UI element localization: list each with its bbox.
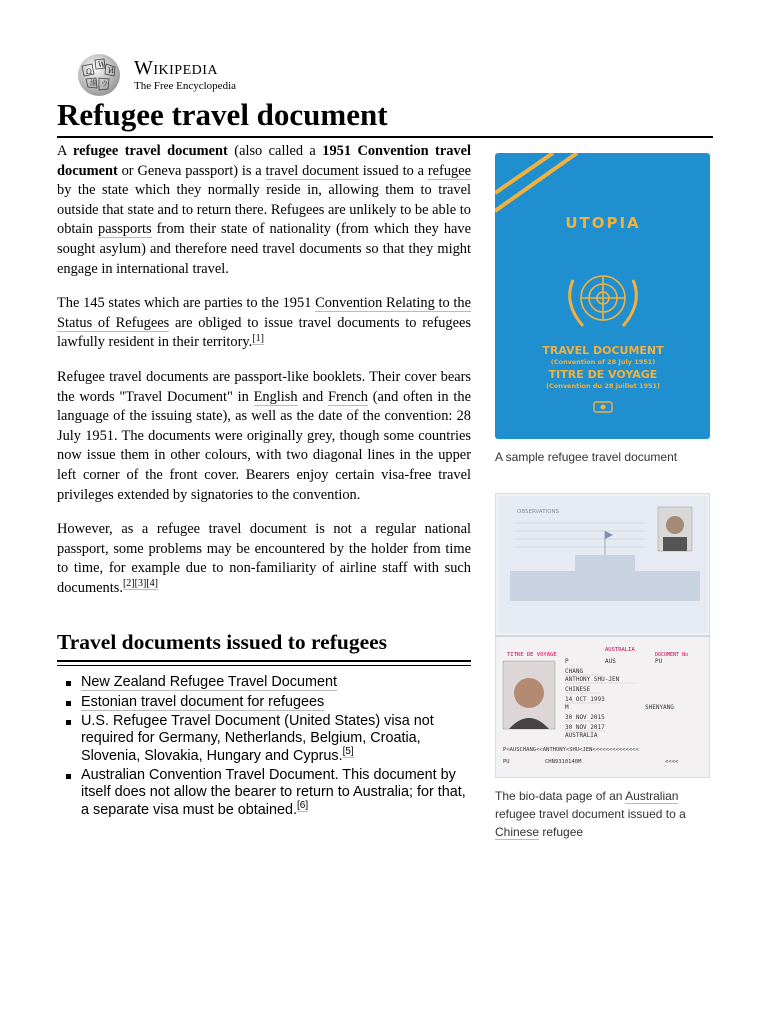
bio-mrz-line2b: CHN9310140M: [545, 759, 582, 765]
link-australian[interactable]: Australian: [625, 789, 679, 803]
cover-country: UTOPIA: [565, 214, 641, 232]
link-travel-document[interactable]: travel document: [265, 162, 359, 179]
page-title: Refugee travel document: [57, 96, 713, 138]
link-english[interactable]: English: [253, 388, 298, 405]
paragraph-convention: The 145 states which are parties to the 1951 Convention Relating to the Status of Refugees are obliged to issue travel documents to refugees lawfully resident in their territory.[1]: [57, 295, 471, 351]
link-refugee-convention[interactable]: Convention Relating to the Status of Refugees: [57, 295, 471, 331]
cover-conv-fr: (Convention du 28 juillet 1951): [545, 382, 661, 390]
link-estonian-document[interactable]: Estonian travel document for refugees: [81, 693, 325, 710]
svg-text:W: W: [98, 61, 106, 69]
link-nz-document[interactable]: New Zealand Refugee Travel Document: [81, 674, 337, 691]
wikipedia-logo[interactable]: [74, 52, 236, 98]
site-title: Wikipedia: [134, 57, 219, 79]
bio-header-left: TITRE DE VOYAGE: [507, 652, 557, 658]
svg-text:И: И: [108, 67, 115, 75]
link-chinese[interactable]: Chinese: [495, 825, 540, 839]
ref-3[interactable]: [3]: [134, 578, 147, 590]
section-divider: [57, 662, 471, 666]
list-item: [81, 674, 471, 691]
list-item: Australian Convention Travel Document. This document by itself does not allow the bearer to return to Australia; for that, a separate visa must be obtained.[6]: [81, 767, 471, 819]
bio-given: ANTHONY SHU-JEN: [565, 676, 620, 683]
link-french[interactable]: French: [327, 388, 368, 405]
ref-1[interactable]: [1]: [252, 332, 264, 344]
site-tagline: The Free Encyclopedia: [134, 80, 237, 92]
bio-issued: 30 NOV 2015: [565, 714, 605, 721]
list-item: U.S. Refugee Travel Document (United States) visa not required for Germany, Netherlands, Belgium, Croatia, Slovenia, Slovakia, Hungary and Cyprus.[5]: [81, 713, 471, 765]
bio-pob: SHENYANG: [645, 704, 674, 711]
list-item: [81, 694, 471, 711]
figure-sample-cover: [495, 153, 710, 466]
wikipedia-globe-icon: [74, 52, 124, 98]
paragraph-booklets: Refugee travel documents are passport-like booklets. Their cover bears the words "Travel Document" in English and French (and often in the language of the issuing state), as well as the date of the convention: 28 July 1951. The documents were originally grey, though some countries now issue them in other colours, with two diagonal lines in the upper left corner of the front cover. Bearers enjoy certain visa-free travel privileges extended by signatories to the convention.: [57, 368, 471, 503]
bio-header-mid: AUSTRALIA: [605, 647, 635, 653]
biodata-page-image[interactable]: [495, 493, 710, 778]
observations-label: OBSERVATIONS: [517, 509, 560, 515]
ref-4[interactable]: [4]: [146, 578, 158, 590]
bio-mrz-line2a: PU: [503, 759, 510, 765]
svg-text:ウ: ウ: [101, 80, 108, 88]
figure-biodata-page: [495, 493, 710, 841]
bio-mrz-line1: P<AUSCHANG<<ANTHONY<SHU<JEN<<<<<<<<<<<<<<: [503, 747, 639, 753]
bio-mrz-line2c: <<<<: [665, 759, 679, 765]
ref-6[interactable]: [6]: [297, 799, 309, 811]
documents-list: [57, 674, 471, 818]
figure-biodata-caption: The bio-data page of an Australian refugee travel document issued to a Chinese refugee: [495, 789, 686, 839]
bio-type: P: [565, 658, 569, 665]
ref-5[interactable]: [5]: [342, 745, 354, 757]
bio-docno: PU: [655, 658, 663, 665]
bio-header-right: DOCUMENT No: [655, 652, 689, 658]
bio-authority: AUSTRALIA: [565, 732, 598, 739]
bio-sex: M: [565, 704, 569, 711]
svg-text:維: 維: [90, 79, 97, 87]
section-heading: Travel documents issued to refugees: [57, 628, 471, 662]
article-body: [57, 142, 471, 821]
bio-code: AUS: [605, 658, 616, 665]
sample-cover-image[interactable]: [495, 153, 710, 439]
svg-text:Ω: Ω: [86, 68, 92, 76]
bio-expiry: 30 NOV 2017: [565, 724, 605, 731]
secondary-photo-face-icon: [666, 516, 684, 534]
link-passports[interactable]: passports: [98, 221, 152, 238]
bio-dob: 14 OCT 1993: [565, 696, 605, 703]
figure-sample-caption: A sample refugee travel document: [495, 450, 678, 464]
cover-conv-en: (Convention of 28 July 1951): [550, 358, 656, 366]
bio-surname: CHANG: [565, 668, 584, 675]
paragraph-problems: However, as a refugee travel document is not a regular national passport, some problems may be encountered by the holder from time to time, for example due to non-familiarity of airline staff with such documents.[2][3][4]: [57, 521, 471, 596]
ref-2[interactable]: [2]: [122, 578, 135, 590]
bio-nationality: CHINESE: [565, 686, 591, 693]
cover-doc-en: TRAVEL DOCUMENT: [542, 344, 664, 357]
secondary-photo-shirt-icon: [663, 537, 687, 551]
paragraph-intro: A refugee travel document (also called a 1951 Convention travel document or Geneva passport) is a travel document issued to a refugee by the state which they normally reside in, allowing them to travel outside that state and to return there. Refugees are unlikely to be able to obtain passports from their state of nationality (from which they have sought asylum) and therefore need travel documents so that they might engage in international travel.: [57, 143, 472, 277]
link-refugee[interactable]: refugee: [427, 162, 472, 179]
holder-face-icon: [514, 678, 544, 708]
cover-doc-fr: TITRE DE VOYAGE: [548, 368, 658, 381]
